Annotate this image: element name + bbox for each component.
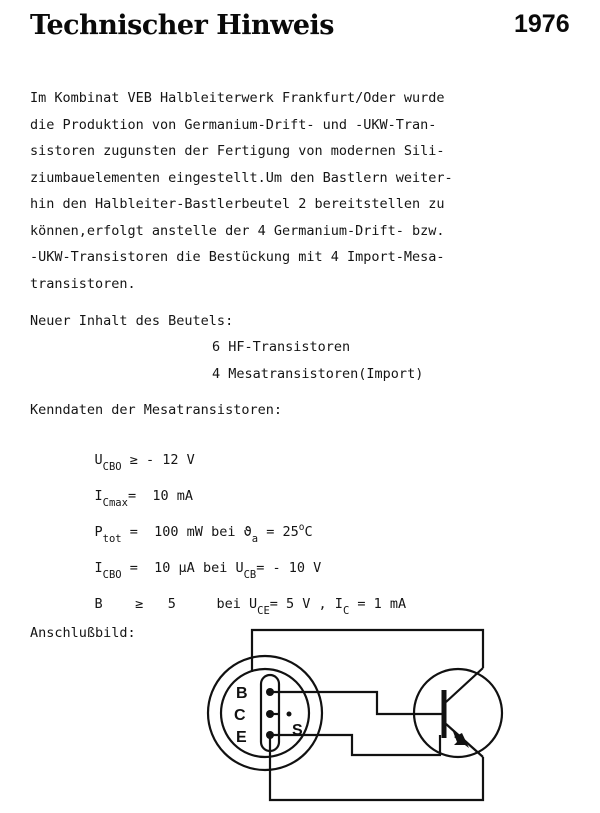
pin-label-s: S bbox=[292, 722, 303, 739]
wire-top bbox=[252, 630, 483, 672]
pin-dot-base bbox=[266, 688, 274, 696]
contents-item: 4 Mesatransistoren(Import) bbox=[212, 366, 424, 382]
paragraph-line: hin den Halbleiter-Bastlerbeutel 2 bereitstellen zu bbox=[30, 196, 445, 212]
paragraph-line: ziumbauelementen eingestellt.Um den Bastlern weiter- bbox=[30, 170, 453, 186]
paragraph-line: sistoren zugunsten der Fertigung von modernen Sili- bbox=[30, 143, 445, 159]
diagram-heading: Anschlußbild: bbox=[30, 625, 136, 641]
paragraph-line: -UKW-Transistoren die Bestückung mit 4 Import-Mesa- bbox=[30, 249, 445, 265]
spec-icbo: $I_{CBO} = 10$ µA bei $U_{CB}= - 10$ V bbox=[94, 560, 322, 581]
page-title: Technischer Hinweis bbox=[30, 10, 334, 41]
paragraph-line: können,erfolgt anstelle der 4 Germanium-Drift- bzw. bbox=[30, 223, 445, 239]
spec-beta: B ≥ 5 bei $U_{CE}= 5$ V , $I_C = 1$ mA bbox=[94, 596, 407, 617]
pin-label-b: B bbox=[236, 685, 248, 702]
paragraph-line: transistoren. bbox=[30, 276, 136, 292]
package-outer-ring bbox=[208, 656, 322, 770]
specs-heading: Kenndaten der Mesatransistoren: bbox=[30, 402, 282, 418]
pin-dot-emitter bbox=[266, 731, 274, 739]
spec-ptot: $P_{tot} = 100$ mW bei $ϑ_a = 25^oC$ bbox=[94, 522, 313, 545]
pin-dot-shield bbox=[287, 712, 292, 717]
wire-bottom bbox=[270, 735, 483, 800]
year-label: 1976 bbox=[514, 10, 570, 38]
contents-item: 6 HF-Transistoren bbox=[212, 339, 351, 355]
paragraph-line: die Produktion von Germanium-Drift- und -UKW-Tran- bbox=[30, 117, 437, 133]
pin-label-c: C bbox=[234, 707, 246, 724]
spec-ucbo: $U_{CBO}$ ≥ - 12 V bbox=[94, 452, 195, 473]
pin-dot-collector bbox=[266, 710, 274, 718]
paragraph-line: Im Kombinat VEB Halbleiterwerk Frankfurt/Oder wurde bbox=[30, 90, 445, 106]
transistor-collector-line bbox=[446, 668, 483, 702]
spec-icmax: $I_{Cmax}= 10$ mA bbox=[94, 488, 193, 509]
contents-heading: Neuer Inhalt des Beutels: bbox=[30, 313, 234, 329]
pin-label-e: E bbox=[236, 729, 247, 746]
